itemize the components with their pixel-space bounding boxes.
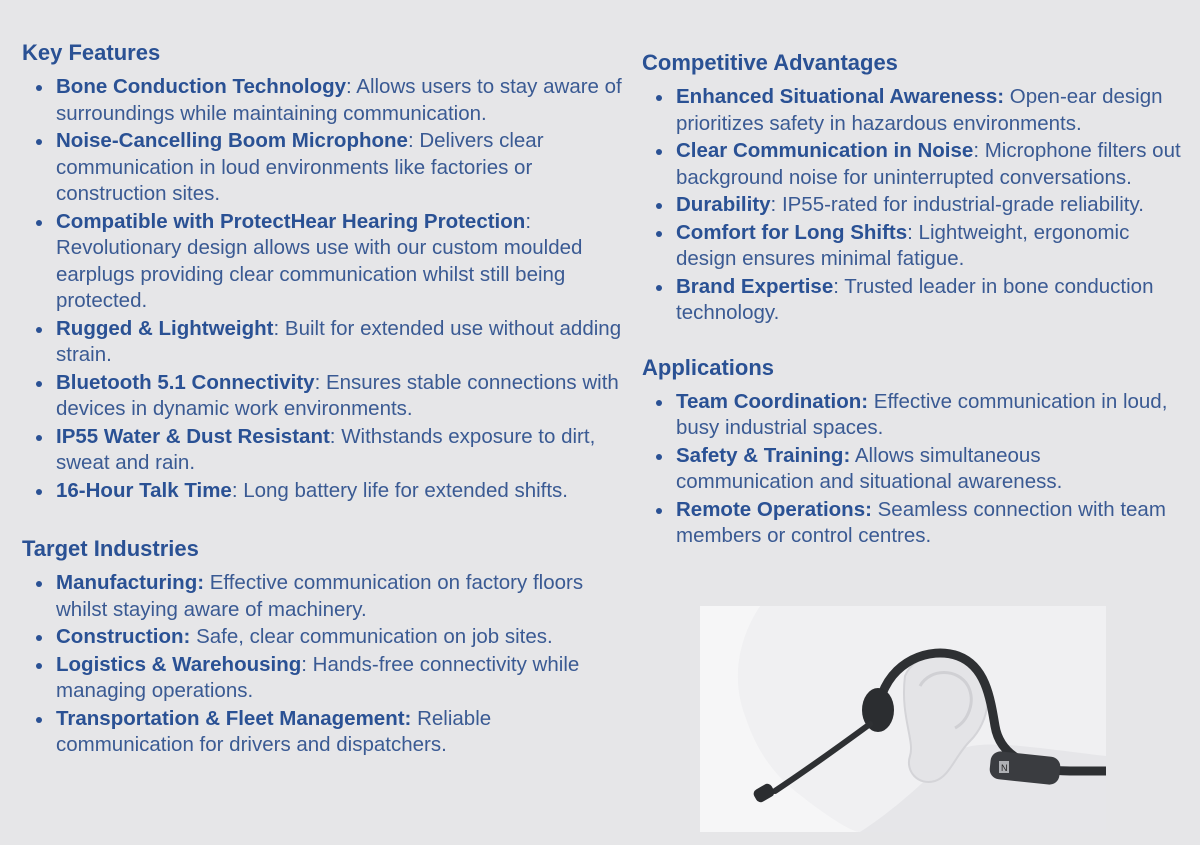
advantage-term: Brand Expertise [676,274,834,298]
application-term: Remote Operations: [676,497,872,521]
key-features-list [22,74,622,504]
competitive-advantages-section [642,50,1182,327]
list-item [22,624,622,651]
headset-logo: N [1001,763,1008,773]
feature-desc: : Long battery life for extended shifts. [231,478,568,502]
application-desc: Allows simultaneous communication and situational awareness. [676,443,1063,493]
applications-section [642,355,1182,550]
target-industries-section [22,536,622,759]
advantage-term: Enhanced Situational Awareness: [676,85,1005,108]
feature-desc: : Revolutionary design allows use with our custom moulded earplugs providing clear communication whilst still being protected. [56,209,583,312]
advantage-desc: : Microphone filters out background noise for uninterrupted conversations. [676,139,1181,189]
feature-desc: : Delivers clear communication in loud environments like factories or construction sites. [56,129,544,205]
applications-list [642,389,1182,550]
list-item [22,370,622,423]
list-item [22,74,622,127]
industry-term: Transportation & Fleet Management: [56,706,412,730]
list-item [642,389,1182,442]
list-item [22,128,622,208]
list-item [642,138,1182,191]
list-item [642,84,1182,137]
application-term: Safety & Training: [676,443,851,467]
advantage-desc: Open-ear design prioritizes safety in hazardous environments. [676,85,1163,135]
feature-term: Compatible with ProtectHear Hearing Protection [56,209,526,233]
advantage-term: Durability [676,193,771,216]
competitive-advantages-list [642,84,1182,327]
feature-term: Bone Conduction Technology [56,75,347,98]
feature-term: Noise-Cancelling Boom Microphone [56,129,408,152]
target-industries-heading: Target Industries [22,536,199,561]
list-item [22,478,622,505]
competitive-advantages-heading: Competitive Advantages [642,50,898,75]
headset-product-image [700,606,1106,832]
list-item [22,706,622,759]
feature-term: Bluetooth 5.1 Connectivity [56,370,315,394]
list-item [22,209,622,315]
advantage-term: Comfort for Long Shifts [676,220,908,244]
industry-term: Manufacturing: [56,571,205,594]
list-item [22,316,622,369]
feature-desc: : Allows users to stay aware of surroundings while maintaining communication. [56,75,622,125]
left-column [22,40,622,787]
application-desc: Seamless connection with team members or control centres. [676,497,1166,547]
advantage-term: Clear Communication in Noise [676,139,974,162]
target-industries-list [22,570,622,759]
industry-desc: : Hands-free connectivity while managing operations. [56,652,580,702]
industry-desc: Reliable communication for drivers and dispatchers. [56,706,492,756]
feature-term: 16-Hour Talk Time [56,478,232,502]
list-item [642,443,1182,496]
key-features-section [22,40,622,504]
advantage-desc: : Lightweight, ergonomic design ensures minimal fatigue. [676,220,1130,270]
list-item [22,570,622,623]
list-item [642,497,1182,550]
applications-heading: Applications [642,354,775,380]
advantage-desc: : IP55-rated for industrial-grade reliability. [770,193,1144,216]
application-desc: Effective communication in loud, busy industrial spaces. [676,389,1168,439]
right-column [642,50,1182,578]
key-features-heading: Key Features [22,40,161,65]
feature-term: IP55 Water & Dust Resistant [56,424,330,448]
advantage-desc: : Trusted leader in bone conduction technology. [676,274,1154,324]
feature-desc: : Withstands exposure to dirt, sweat and rain. [56,424,596,474]
list-item [642,220,1182,273]
headset-product-icon [700,606,1106,832]
list-item [22,652,622,705]
list-item [642,274,1182,327]
feature-desc: : Ensures stable connections with devices in dynamic work environments. [56,370,619,420]
list-item [22,424,622,477]
industry-desc: Effective communication on factory floors whilst staying aware of machinery. [56,571,584,621]
industry-term: Construction: [56,625,191,648]
industry-term: Logistics & Warehousing [56,652,302,676]
application-term: Team Coordination: [676,389,869,413]
list-item [642,192,1182,219]
feature-desc: : Built for extended use without adding strain. [56,316,622,366]
feature-term: Rugged & Lightweight [56,316,274,340]
industry-desc: Safe, clear communication on job sites. [190,625,553,648]
